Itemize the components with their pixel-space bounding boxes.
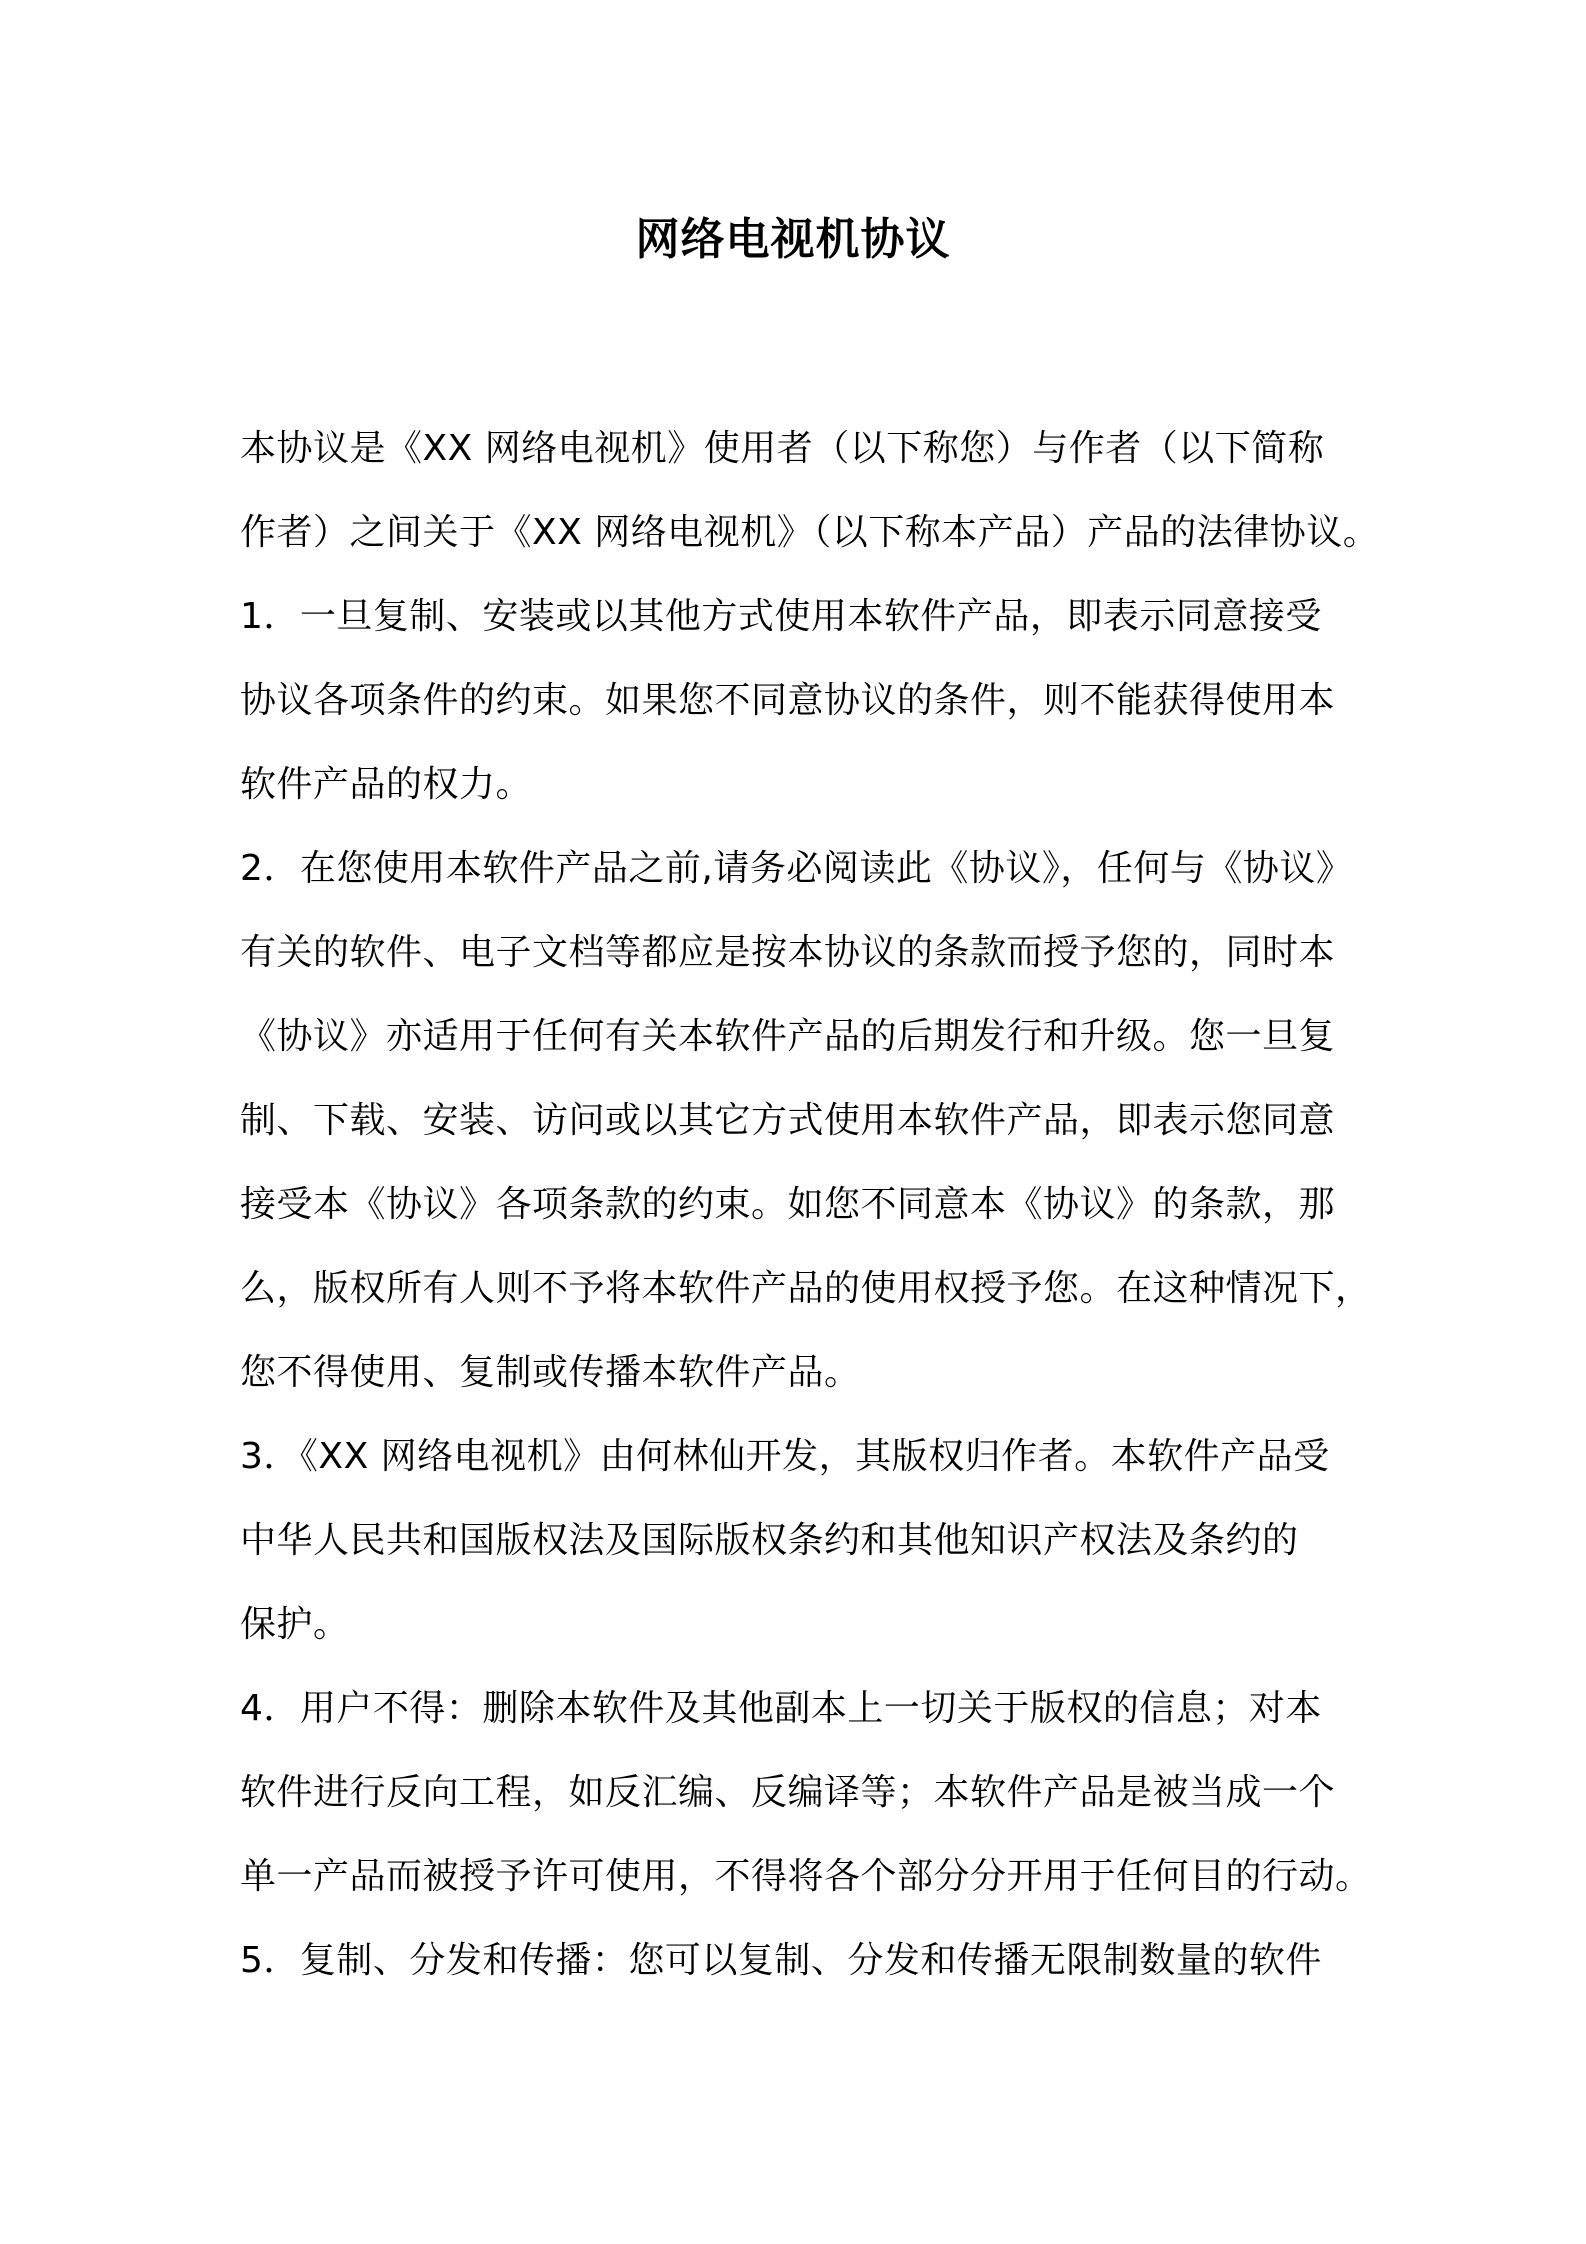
text-line: 单一产品而被授予许可使用，不得将各个部分分开用于任何目的行动。 [240,1856,1372,1897]
text-line: 5．复制、分发和传播：您可以复制、分发和传播无限制数量的软件 [240,1940,1322,1981]
text-line: 中华人民共和国版权法及国际版权条约和其他知识产权法及条约的 [240,1520,1299,1561]
text-line: 您不得使用、复制或传播本软件产品。 [240,1352,861,1393]
text-line: 软件产品的权力。 [240,764,533,805]
text-line: 《协议》亦适用于任何有关本软件产品的后期发行和升级。您一旦复 [240,1016,1336,1057]
text-line: 有关的软件、电子文档等都应是按本协议的条款而授予您的，同时本 [240,932,1336,973]
text-line: 么，版权所有人则不予将本软件产品的使用权授予您。在这种情况下， [240,1268,1372,1309]
text-line: 保护。 [240,1604,350,1645]
text-line: 本协议是《XX 网络电视机》使用者（以下称您）与作者（以下简称 [240,428,1325,469]
text-line: 2．在您使用本软件产品之前,请务必阅读此《协议》，任何与《协议》 [240,848,1353,889]
text-line: 协议各项条件的约束。如果您不同意协议的条件，则不能获得使用本 [240,680,1336,721]
text-line: 3．《XX 网络电视机》由何林仙开发，其版权归作者。本软件产品受 [240,1436,1330,1477]
text-line: 4．用户不得：删除本软件及其他副本上一切关于版权的信息；对本 [240,1688,1322,1729]
document-title: 网络电视机协议 [635,214,951,265]
text-line: 1．一旦复制、安装或以其他方式使用本软件产品，即表示同意接受 [240,596,1322,637]
text-line: 作者）之间关于《XX 网络电视机》（以下称本产品）产品的法律协议。 [240,512,1380,553]
text-line: 接受本《协议》各项条款的约束。如您不同意本《协议》的条款，那 [240,1184,1336,1225]
agreement-body [240,407,1380,2003]
text-line: 软件进行反向工程，如反汇编、反编译等；本软件产品是被当成一个 [240,1772,1336,1813]
text-line: 制、下载、安装、访问或以其它方式使用本软件产品，即表示您同意 [240,1100,1336,1141]
